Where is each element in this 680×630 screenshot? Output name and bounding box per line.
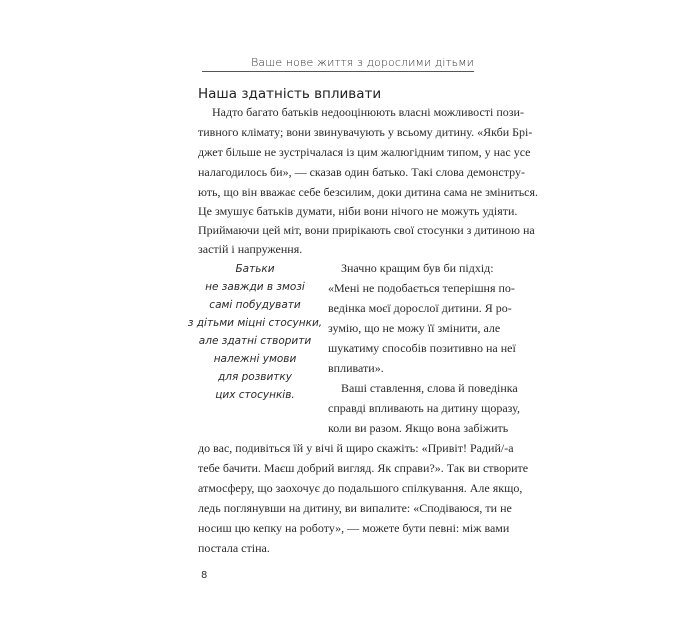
- text-line: зумію, що не можу її змінити, але: [328, 321, 501, 335]
- text-line: Надто багато батьків недооцінюють власні можливості пози-: [212, 105, 524, 119]
- text-line: шукатиму способів позитивно на неї: [328, 341, 516, 355]
- text-line: впливати».: [328, 361, 384, 375]
- text-line: ледь поглянувши на дитину, ви випалите: «Сподіваюся, ти не: [198, 501, 512, 515]
- text-line: «Мені не подобається теперішня по-: [328, 281, 515, 295]
- text-line: атмосферу, що заохочує до подальшого спілкування. Але якщо,: [198, 481, 523, 495]
- pull-quote-line: не завжди в змозі: [205, 281, 305, 293]
- text-line: коли ви разом. Якщо вона забіжить: [328, 421, 509, 435]
- text-line: ведінка моєї дорослої дитини. Я ро-: [328, 301, 512, 315]
- pull-quote-line: з дітьми міцні стосунки,: [187, 317, 323, 329]
- pull-quote-line: але здатні створити: [198, 335, 312, 347]
- text-line: Значно кращим був би підхід:: [341, 261, 494, 275]
- text-line: джет більше не зустрічалася із цим жалюгідним типом, у нас усе: [198, 145, 531, 159]
- text-line: застій і напруження.: [198, 242, 303, 256]
- pull-quote-line: цих стосунків.: [215, 389, 295, 401]
- text-line: Ваші ставлення, слова й поведінка: [341, 381, 518, 395]
- pull-quote-line: належні умови: [213, 353, 297, 365]
- pull-quote-line: для розвитку: [218, 371, 292, 383]
- text-line: постала стіна.: [198, 541, 270, 555]
- pull-quote-line: самі побудувати: [209, 299, 301, 311]
- text-line: тебе бачити. Маєш добрий вигляд. Як справи?». Так ви створите: [198, 461, 529, 475]
- pull-quote-line: Батьки: [235, 263, 275, 275]
- section-title: Наша здатність впливати: [198, 86, 382, 102]
- text-line: налагодилось би», — сказав один батько. Такі слова демонстру-: [198, 165, 525, 179]
- text-line: носиш цю кепку на роботу», — можете бути певні: між вами: [198, 521, 510, 535]
- page-number: 8: [201, 570, 208, 581]
- text-line: тивного клімату; вони звинувачують у всьому дитину. «Якби Брі-: [198, 125, 533, 139]
- text-line: до вас, подивіться їй у вічі й щиро скажіть: «Привіт! Радий/-а: [198, 441, 514, 455]
- text-line: справді впливають на дитину щоразу,: [328, 401, 520, 415]
- running-header: Ваше нове життя з дорослими дітьми: [251, 56, 474, 69]
- text-line: ють, що він вважає себе безсилим, доки дитина сама не зміниться.: [198, 185, 539, 199]
- text-line: Приймаючи цей міт, вони прирікають свої стосунки з дитиною на: [198, 223, 535, 237]
- text-line: Це змушує батьків думати, ніби вони нічого не можуть удіяти.: [198, 204, 518, 218]
